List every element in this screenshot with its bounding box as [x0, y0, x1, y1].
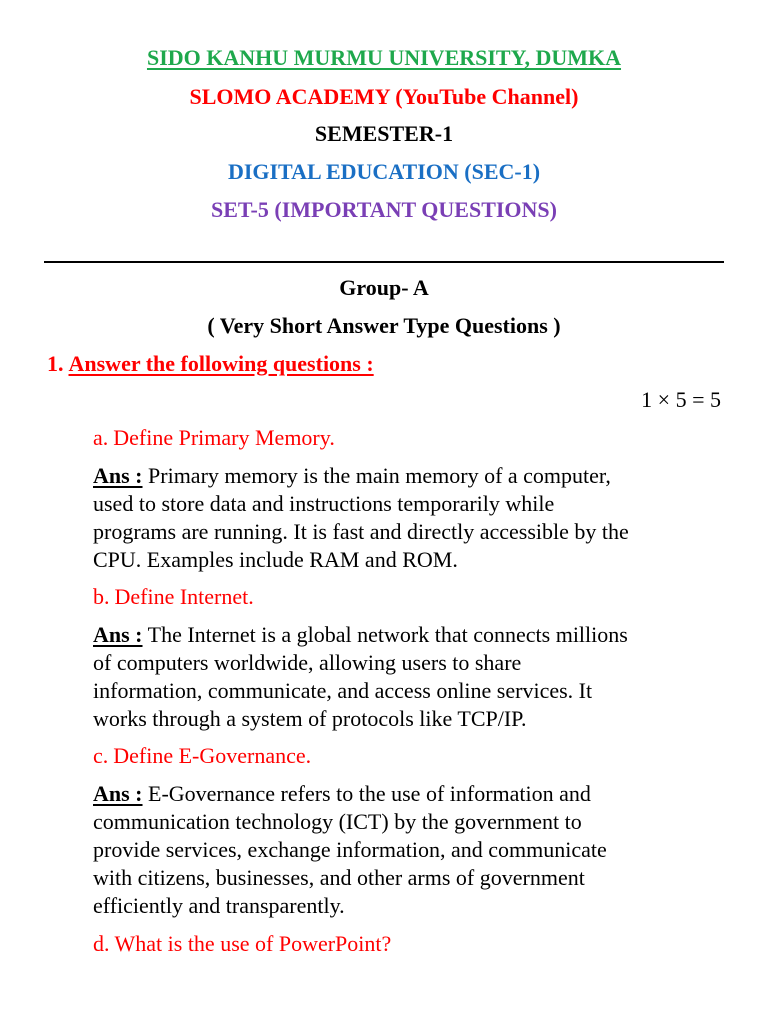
marks-label: 1 × 5 = 5: [641, 387, 721, 412]
semester-title: SEMESTER-1: [314, 121, 454, 146]
set-title: SET-5 (IMPORTANT QUESTIONS): [210, 197, 557, 222]
answer-line: Ans : E-Governance refers to the use of information and: [93, 781, 591, 806]
answer-line: with citizens, businesses, and other arms of government: [93, 865, 585, 890]
question-heading: [47, 351, 374, 377]
sub-question-c: [93, 742, 733, 770]
ans-label: Ans :: [93, 622, 143, 647]
question-type-heading: ( Very Short Answer Type Questions ): [207, 313, 561, 338]
sub-question-letter: d.: [93, 931, 110, 956]
sub-question-letter: a.: [93, 425, 109, 450]
answer-line: Ans : The Internet is a global network that connects millions: [93, 622, 628, 647]
answer-line: CPU. Examples include RAM and ROM.: [93, 547, 458, 572]
sub-question-title: [93, 742, 733, 770]
answer-line: works through a system of protocols like TCP/IP.: [93, 706, 527, 731]
sub-question-letter: c.: [93, 743, 109, 768]
sub-question-text: Define E-Governance.: [113, 743, 312, 768]
horizontal-divider: [44, 261, 724, 263]
sub-question-d: [93, 930, 733, 958]
answer-line: efficiently and transparently.: [93, 893, 345, 918]
answer-line: provide services, exchange information, and communicate: [93, 837, 607, 862]
answer-line: programs are running. It is fast and directly accessible by the: [93, 519, 629, 544]
ans-label: Ans :: [93, 781, 143, 806]
sub-question-letter: b.: [93, 584, 110, 609]
sub-question-text: Define Internet.: [114, 584, 254, 609]
question-text: Answer the following questions :: [68, 351, 374, 376]
sub-question-a: [93, 424, 733, 452]
answer-line: communication technology (ICT) by the government to: [93, 809, 582, 834]
answer-b: [93, 621, 733, 733]
sub-question-title: [93, 583, 733, 611]
sub-question-title: [93, 424, 733, 452]
sub-question-text: What is the use of PowerPoint?: [114, 931, 392, 956]
sub-question-title: [93, 930, 733, 958]
answer-line: Ans : Primary memory is the main memory of a computer,: [93, 463, 611, 488]
answer-line: of computers worldwide, allowing users to share: [93, 650, 522, 675]
group-heading: Group- A: [339, 275, 429, 300]
sub-question-text: Define Primary Memory.: [113, 425, 335, 450]
answer-a: [93, 462, 733, 574]
ans-label: Ans :: [93, 463, 143, 488]
answer-line: used to store data and instructions temporarily while: [93, 491, 555, 516]
academy-title: SLOMO ACADEMY (YouTube Channel): [189, 84, 579, 109]
sub-question-b: [93, 583, 733, 611]
question-number: 1.: [47, 351, 64, 376]
answer-c: [93, 780, 733, 920]
answer-line: information, communicate, and access online services. It: [93, 678, 593, 703]
subject-title: DIGITAL EDUCATION (SEC-1): [227, 159, 541, 184]
university-title: SIDO KANHU MURMU UNIVERSITY, DUMKA: [146, 45, 622, 70]
